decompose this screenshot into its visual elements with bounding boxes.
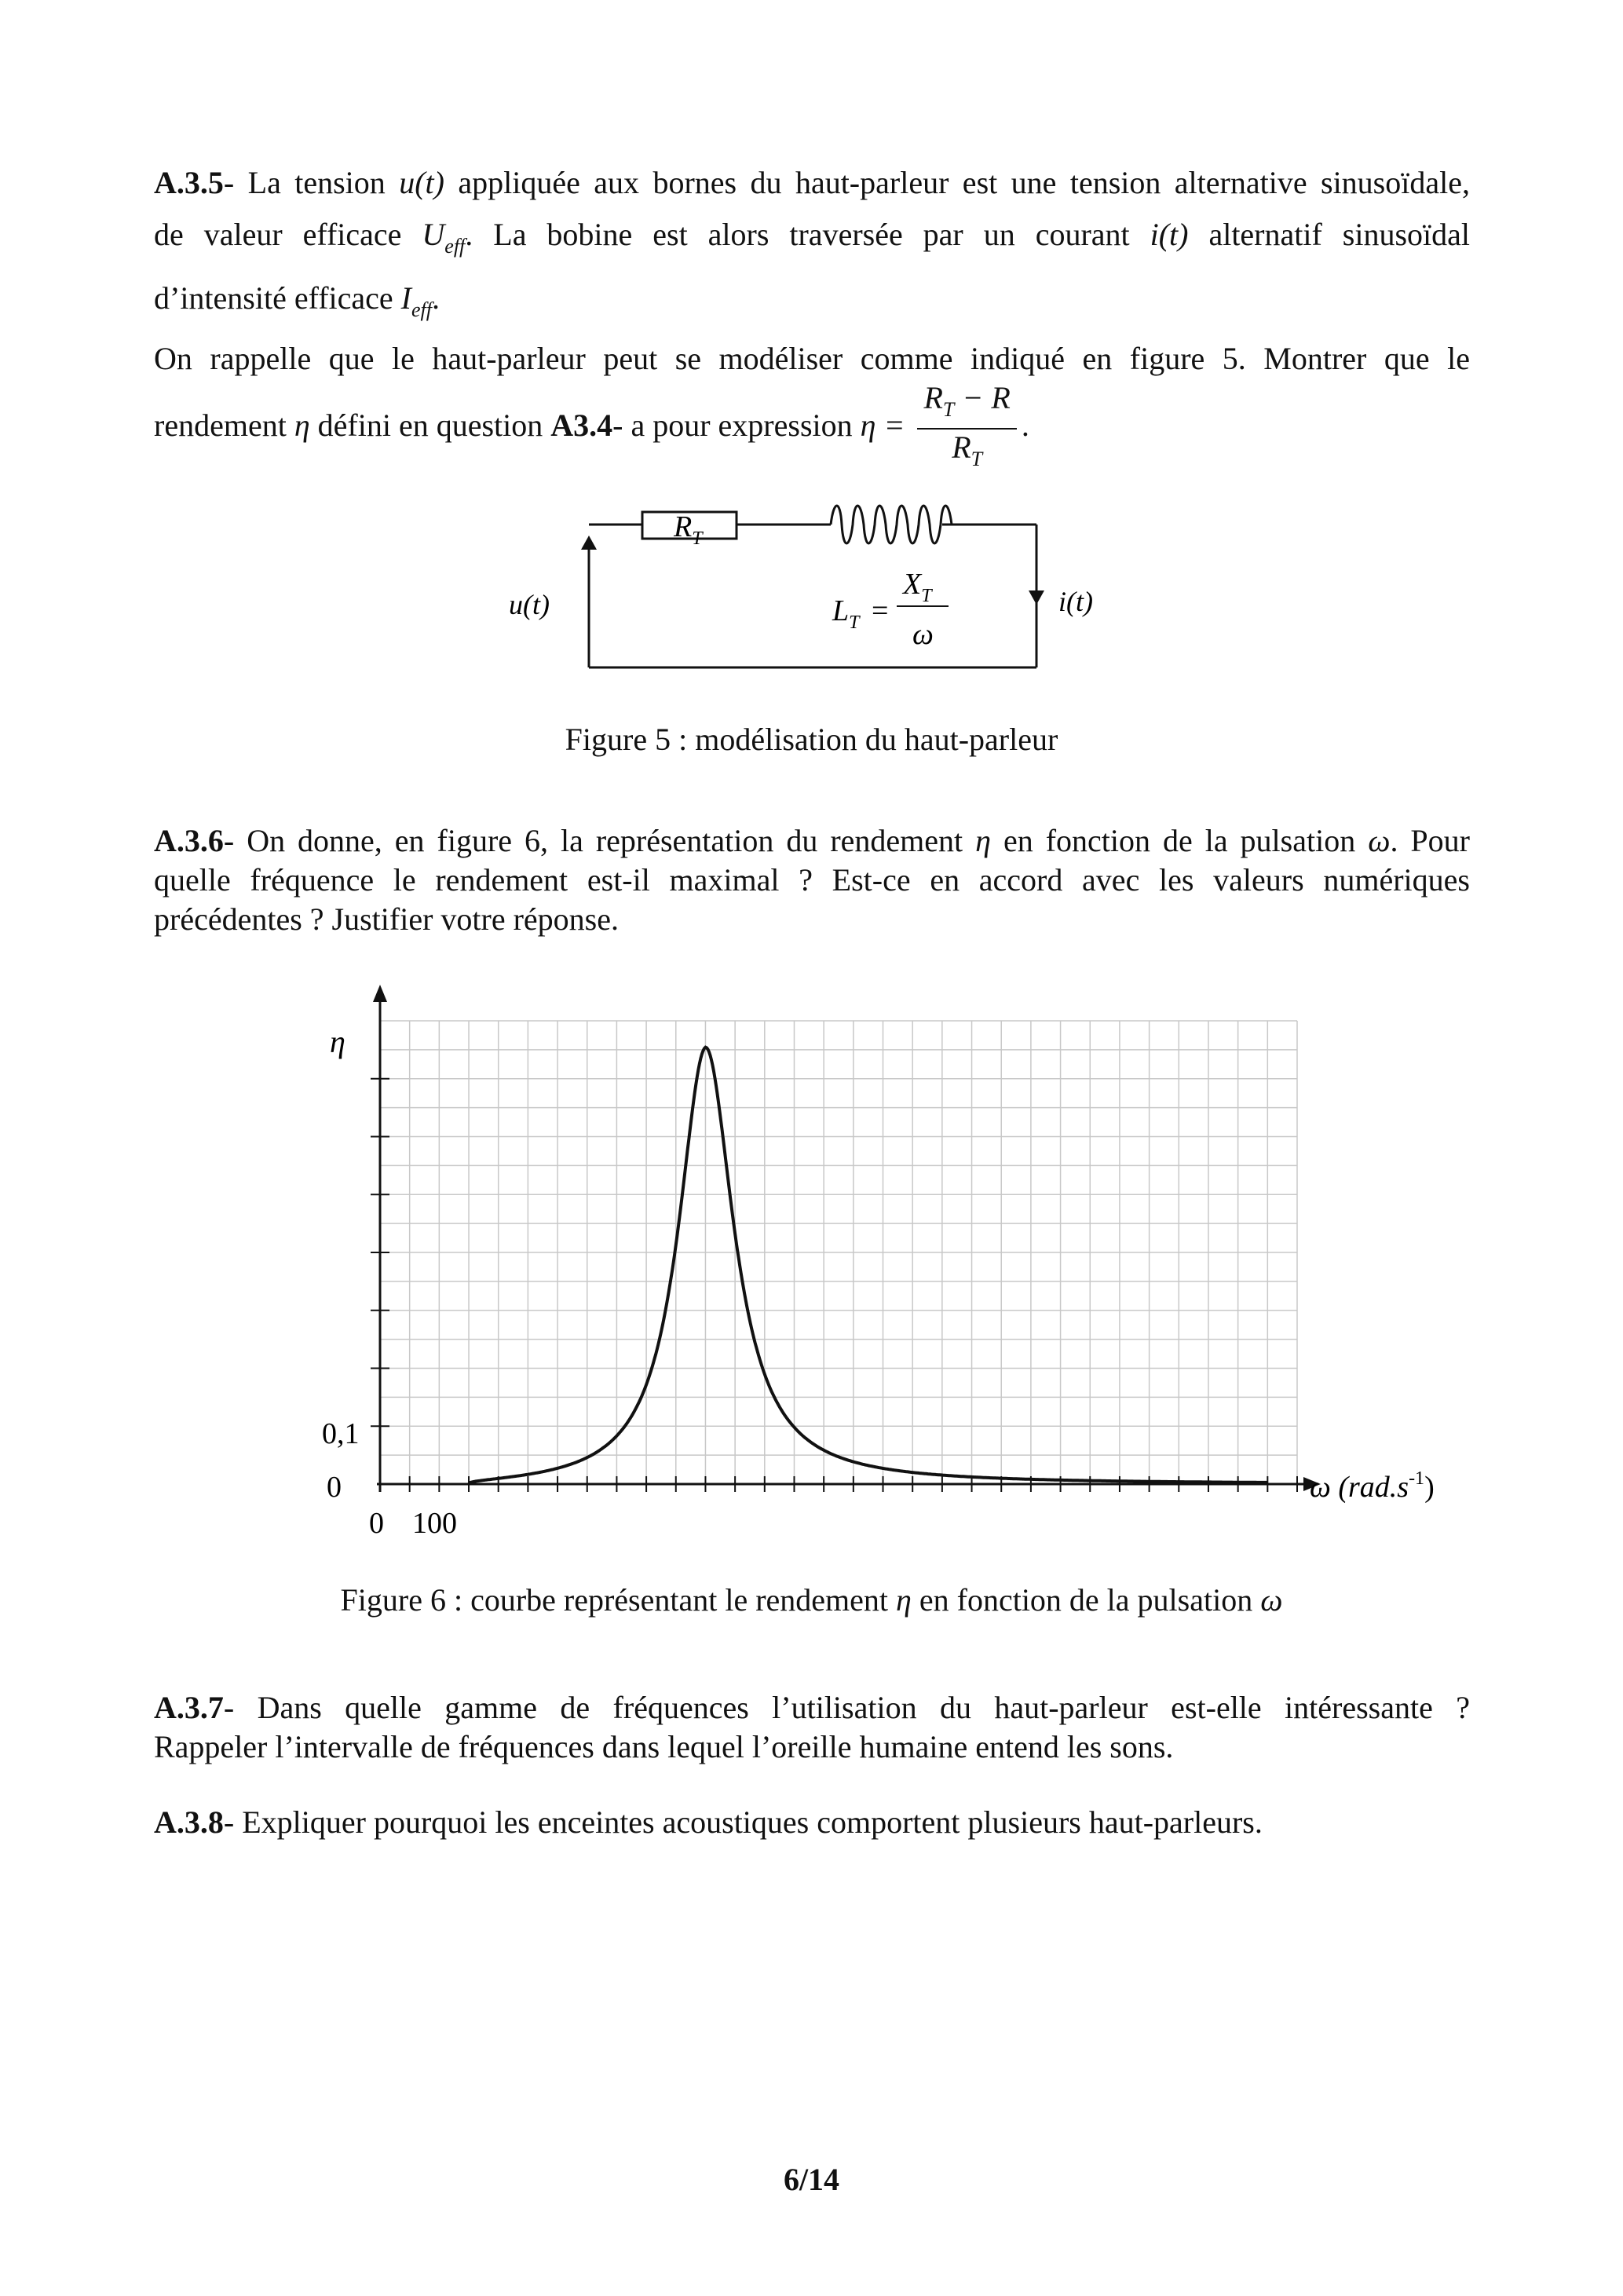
a36-text-2: en fonction de la pulsation xyxy=(990,823,1369,858)
a36-omega: ω xyxy=(1368,823,1391,858)
a38-text-1: - Expliquer pourquoi les enceintes acoustiques comportent plusieurs haut-parleurs. xyxy=(223,1804,1263,1840)
efficiency-curve xyxy=(469,1047,1267,1484)
symbol-eta: η xyxy=(294,408,310,444)
num-R: R xyxy=(923,380,943,415)
chart-axes xyxy=(371,985,1321,1492)
x-axis-label: ω $(rad.s^{-1})$ xyxy=(1310,1468,1435,1504)
a35-text-11: - a pour expression xyxy=(612,408,861,444)
inductance-eq: = xyxy=(872,594,889,627)
reactance-label: $X_T$ xyxy=(903,568,932,606)
a37-label: A.3.7 xyxy=(154,1690,224,1725)
page-number: 6/14 xyxy=(783,2162,840,2197)
a37-text-1: - Dans quelle gamme de fréquences l’utilisation du haut-parleur est-elle intéressante ? xyxy=(223,1690,1470,1725)
a35-text-10: défini en question xyxy=(309,408,551,444)
fig6-caption-eta: η xyxy=(896,1582,912,1618)
omega-denominator: ω xyxy=(912,618,934,651)
symbol-U: U xyxy=(422,217,445,252)
symbol-U-eff-sub: eff xyxy=(444,235,466,258)
inductance-label: $L_T$ xyxy=(832,594,860,633)
den-R-sub: T xyxy=(971,448,983,470)
a35-text-6: d’intensité efficace xyxy=(154,280,401,316)
y-axis-arrow-icon xyxy=(373,985,387,1002)
a35-text-9: rendement xyxy=(154,408,294,444)
y-tick-label-0: 0 xyxy=(327,1471,342,1504)
a35-text-8: On rappelle que le haut-parleur peut se modéliser comme indiqué en figure 5. Montrer que le xyxy=(154,341,1470,376)
a37-line-2: Rappeler l’intervalle de fréquences dans lequel l’oreille humaine entend les sons. xyxy=(154,1729,1174,1764)
a36-eta: η xyxy=(975,823,991,858)
fig6-caption-2: en fonction de la pulsation xyxy=(911,1582,1261,1618)
num-rest: − R xyxy=(954,380,1011,415)
chart-grid xyxy=(380,1021,1297,1484)
x-tick-label-0: 0 xyxy=(369,1507,384,1540)
symbol-u-t: u(t) xyxy=(399,165,444,200)
figure-6-caption xyxy=(0,1581,1623,1618)
symbol-I: I xyxy=(400,280,411,316)
a35-text-7: . xyxy=(431,280,440,316)
a36-label: A.3.6 xyxy=(154,823,224,858)
resistor-label: $R_T$ xyxy=(674,510,703,549)
y-tick-label-0.1: 0,1 xyxy=(322,1417,360,1450)
a36-text-3: . Pour xyxy=(1390,823,1470,858)
a36-line-3: précédentes ? Justifier votre réponse. xyxy=(154,901,619,937)
a35-text-4: . La bobine est alors traversée par un courant xyxy=(465,217,1150,252)
question-a38 xyxy=(154,1803,1470,1842)
a38-label: A.3.8 xyxy=(154,1804,224,1840)
a35-text-1: - La tension xyxy=(223,165,400,200)
u-label: u(t) xyxy=(509,589,550,620)
question-a37 xyxy=(154,1688,1470,1767)
formula-eta-eq: η = xyxy=(860,408,905,444)
a35-text-2: appliquée aux bornes du haut-parleur est une tension alternative sinusoïdale, xyxy=(444,165,1470,200)
a35-text-5: alternatif sinusoïdal xyxy=(1188,217,1471,252)
a37-line-1 xyxy=(154,1688,1470,1727)
symbol-I-eff-sub: eff xyxy=(411,298,432,321)
a35-text-3: de valeur efficace xyxy=(154,217,422,252)
fig6-caption-1: Figure 6 : courbe représentant le rendement xyxy=(340,1582,897,1618)
figure-5-caption: Figure 5 : modélisation du haut-parleur xyxy=(565,722,1058,757)
i-label: i(t) xyxy=(1058,586,1093,617)
a35-label: A.3.5 xyxy=(154,165,224,200)
den-R: R xyxy=(952,430,971,465)
num-R-sub: T xyxy=(942,398,955,421)
symbol-i-t: i(t) xyxy=(1150,217,1189,252)
a35-ref: A3.4 xyxy=(550,408,613,444)
x-tick-label-100: 100 xyxy=(412,1507,457,1540)
y-axis-label: η xyxy=(330,1024,345,1059)
a36-text-1: - On donne, en figure 6, la représentation du rendement xyxy=(223,823,976,858)
a35-text-12: . xyxy=(1021,408,1029,444)
a38-line-1 xyxy=(154,1803,1470,1842)
a36-line-2: quelle fréquence le rendement est-il maximal ? Est-ce en accord avec les valeurs numériques xyxy=(154,862,1470,898)
fig6-caption-omega: ω xyxy=(1260,1582,1283,1618)
